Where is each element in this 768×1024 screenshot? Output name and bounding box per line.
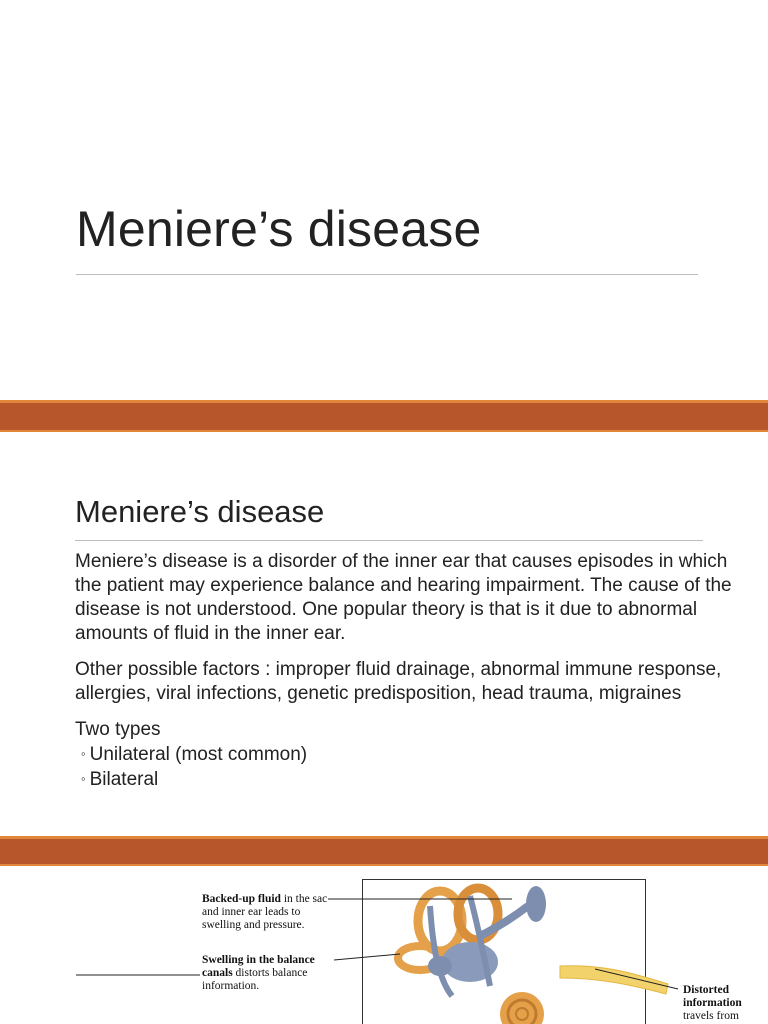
types-heading: Two types <box>75 719 161 740</box>
endolymphatic-sac <box>526 886 546 922</box>
leader-line <box>334 954 400 960</box>
factors-paragraph: Other possible factors : improper fluid drainage, abnormal immune response, allergies, viral infections, genetic predisposition, head trauma, migraines <box>75 659 722 704</box>
label-distorted-information: Distorted information travels from <box>683 984 742 1022</box>
content-slide <box>0 432 768 836</box>
title-slide <box>0 0 768 400</box>
slide-heading: Meniere’s disease <box>75 494 325 529</box>
diagram-slide <box>0 866 768 1024</box>
nerve-shape <box>560 966 668 994</box>
slide-separator-band <box>0 400 768 432</box>
label-backed-up-fluid: Backed-up fluid in the sac and inner ear leads to swelling and pressure. <box>202 893 328 931</box>
inner-ear-diagram <box>0 866 768 1024</box>
title-divider <box>76 274 698 275</box>
slide-separator-band <box>0 836 768 866</box>
label-balance-canals: Swelling in the balance canals distorts balance information. <box>202 954 315 992</box>
bullet-icon: ◦ <box>81 746 86 761</box>
slide-body <box>75 550 745 792</box>
heading-divider <box>75 540 703 541</box>
list-item: ◦ Bilateral <box>81 769 159 790</box>
types-list <box>75 742 745 792</box>
bullet-icon: ◦ <box>81 771 86 786</box>
list-item: ◦ Unilateral (most common) <box>81 744 308 765</box>
description-paragraph: Meniere’s disease is a disorder of the inner ear that causes episodes in which the patient may experience balance and hearing impairment. The cause of the disease is not understood. One popular theory is that is it due to abnormal amounts of fluid in the inner ear. <box>75 551 732 644</box>
endolymphatic-duct <box>480 906 528 936</box>
slide-title: Meniere’s disease <box>76 201 482 257</box>
